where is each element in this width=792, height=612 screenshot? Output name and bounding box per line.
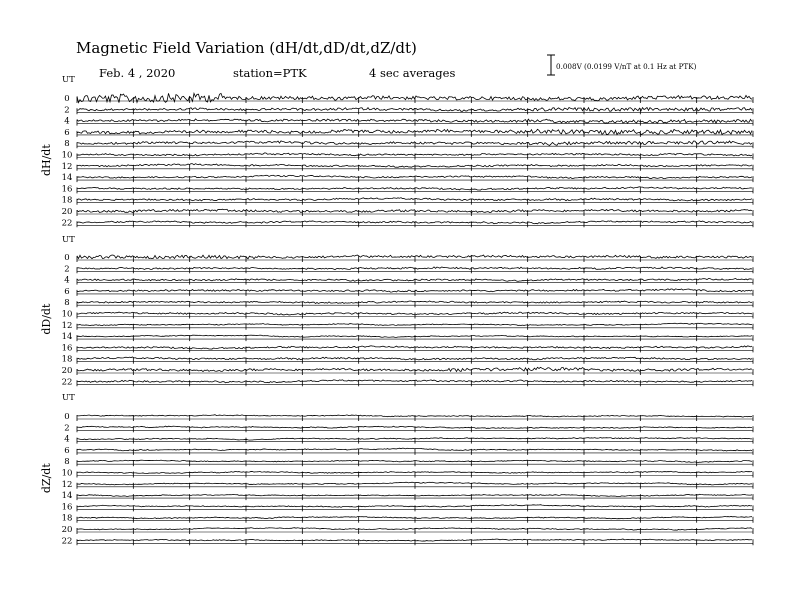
row-label: 6 <box>64 127 70 138</box>
row-label: 4 <box>64 116 70 127</box>
row-label: 12 <box>61 479 73 490</box>
date-label: Feb. 4 , 2020 <box>99 66 176 80</box>
trace-line <box>77 301 752 304</box>
scale-bar <box>547 55 555 75</box>
row-label: 8 <box>64 139 70 150</box>
row-label: 18 <box>61 354 73 365</box>
scale-bar-label: 0.008V (0.0199 V/nT at 0.1 Hz at PTK) <box>556 62 697 71</box>
row-label: 0 <box>64 253 70 263</box>
row-label: 22 <box>61 536 73 547</box>
row-label: 16 <box>61 343 73 354</box>
row-label: 8 <box>64 457 70 468</box>
row-label: 18 <box>61 513 73 524</box>
row-label: 20 <box>61 207 73 217</box>
trace-line <box>77 415 752 417</box>
row-label: 10 <box>61 468 73 479</box>
trace-line <box>77 164 752 168</box>
row-label: 20 <box>61 366 73 376</box>
row-label: 4 <box>64 434 70 445</box>
row-label: 2 <box>64 423 70 434</box>
row-label: 8 <box>64 298 70 309</box>
row-label: 22 <box>61 377 73 388</box>
panel-ylabel: dZ/dt <box>40 463 53 494</box>
trace-line <box>77 141 752 146</box>
row-label: 14 <box>61 332 73 343</box>
trace-line <box>77 539 752 541</box>
row-label: 22 <box>61 218 73 229</box>
row-label: 20 <box>61 525 73 535</box>
row-label: 16 <box>61 502 73 513</box>
row-label: 10 <box>61 309 73 320</box>
ut-axis-label: UT <box>62 393 75 403</box>
trace-line <box>77 107 752 111</box>
trace-line <box>77 312 752 315</box>
trace-line <box>77 460 752 462</box>
row-label: 6 <box>64 445 70 456</box>
station-label: station=PTK <box>233 66 307 80</box>
trace-line <box>77 335 752 337</box>
trace-line <box>77 528 752 531</box>
trace-line <box>77 129 752 134</box>
row-label: 12 <box>61 161 73 172</box>
row-label: 0 <box>64 94 70 104</box>
trace-line <box>77 482 752 485</box>
trace-line <box>77 357 752 360</box>
averaging-label: 4 sec averages <box>369 66 456 80</box>
trace-line <box>77 119 752 123</box>
trace-line <box>77 323 752 325</box>
trace-line <box>77 289 752 292</box>
panel-1 <box>40 235 753 387</box>
trace-line <box>77 380 752 383</box>
row-label: 14 <box>61 173 73 184</box>
row-label: 2 <box>64 264 70 275</box>
trace-line <box>77 209 752 212</box>
chart-title: Magnetic Field Variation (dH/dt,dD/dt,dZ/dt) <box>76 39 417 57</box>
trace-line <box>77 187 752 190</box>
panel-ylabel: dD/dt <box>40 303 53 335</box>
trace-line <box>77 267 752 270</box>
trace-line <box>77 198 752 201</box>
row-label: 16 <box>61 184 73 195</box>
row-label: 14 <box>61 491 73 502</box>
trace-line <box>77 448 752 451</box>
trace-line <box>77 516 752 518</box>
ut-axis-label: UT <box>62 235 75 245</box>
row-label: 2 <box>64 105 70 116</box>
trace-line <box>77 153 752 156</box>
trace-line <box>77 471 752 473</box>
trace-line <box>77 175 752 178</box>
row-label: 4 <box>64 275 70 286</box>
trace-line <box>77 346 752 349</box>
trace-line <box>77 438 752 441</box>
trace-line <box>77 367 752 371</box>
row-label: 12 <box>61 320 73 331</box>
ut-axis-label: UT <box>62 75 75 85</box>
trace-line <box>77 494 752 496</box>
panel-ylabel: dH/dt <box>40 144 53 177</box>
trace-line <box>77 221 752 224</box>
row-label: 0 <box>64 412 70 422</box>
trace-line <box>77 278 752 281</box>
row-label: 18 <box>61 195 73 206</box>
trace-line <box>77 255 752 259</box>
panel-0 <box>40 75 753 228</box>
row-label: 6 <box>64 286 70 297</box>
panel-2 <box>40 393 753 546</box>
row-label: 10 <box>61 150 73 161</box>
trace-line <box>77 426 752 428</box>
trace-line <box>77 505 752 508</box>
